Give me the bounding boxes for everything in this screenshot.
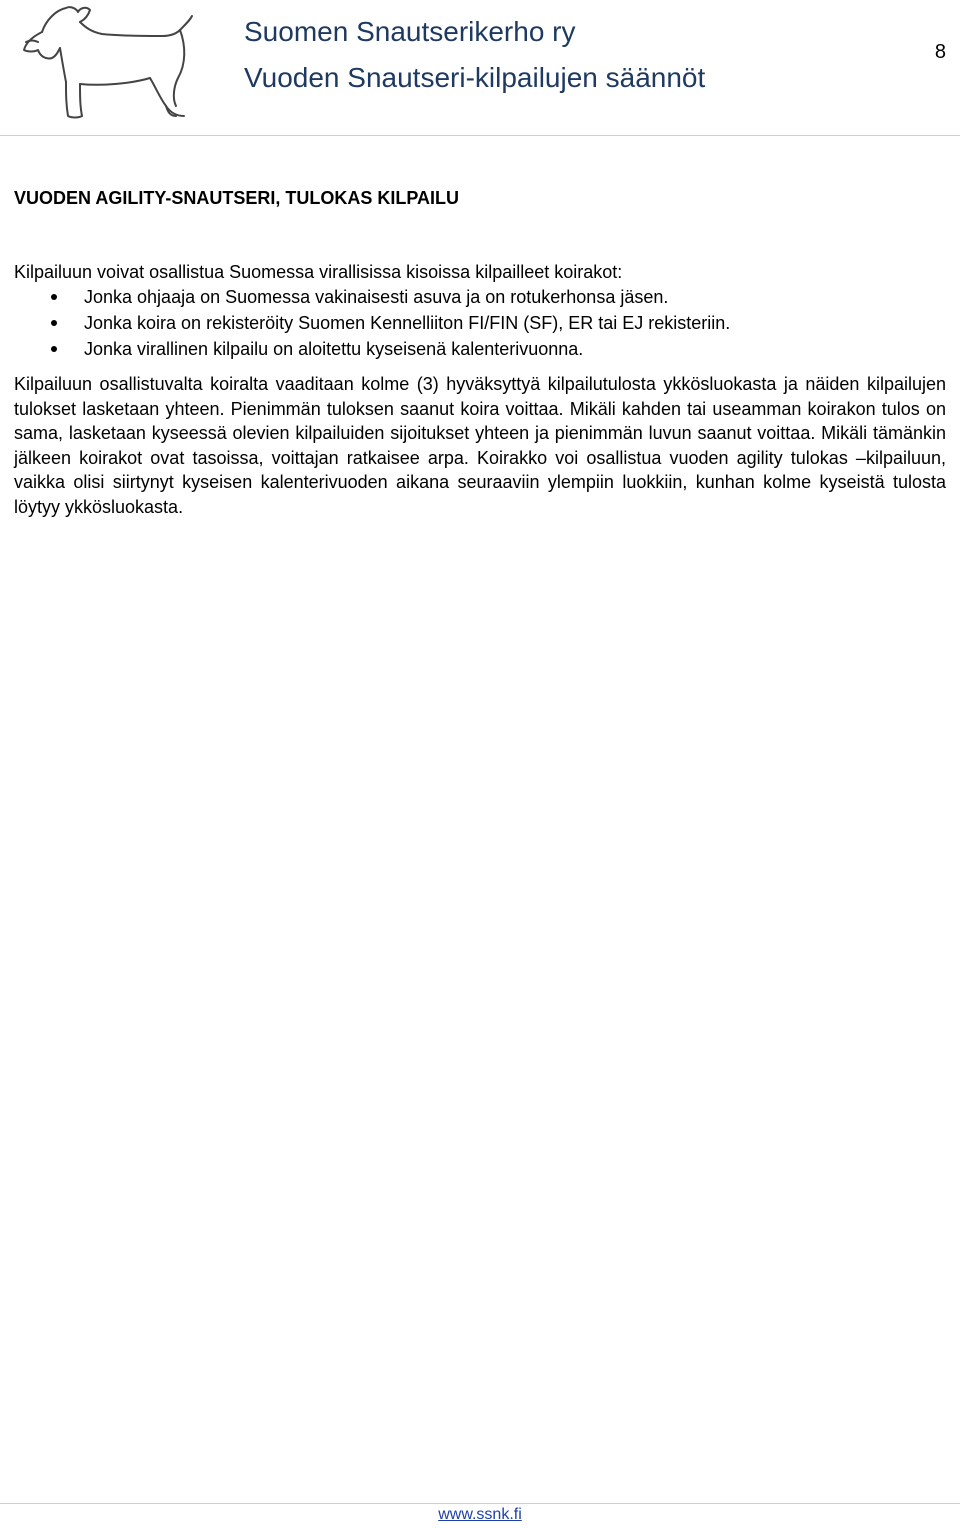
bullet-icon: [51, 346, 57, 352]
list-item-text: Jonka virallinen kilpailu on aloitettu kyseisenä kalenterivuonna.: [84, 339, 584, 359]
bullet-icon: [51, 294, 57, 300]
rules-paragraph: Kilpailuun osallistuvalta koiralta vaaditaan kolme (3) hyväksyttyä kilpailutulosta ykkösluokasta ja näiden kilpailujen tulokset lasketaan yhteen. Pienimmän tuloksen saanut koira voittaa. Mikäli kahden tai useamman koirakon tulos on sama, lasketaan kyseessä olevien kilpailuiden sijoitukset yhteen ja pienimmän luvun saanut voittaa. Mikäli tämänkin jälkeen koirakot ovat tasoissa, voittajan ratkaisee arpa. Koirakko voi osallistua vuoden agility tulokas –kilpailuun, vaikka olisi siirtynyt kyseisen kalenterivuoden aikana seuraaviin ylempiin luokkiin, kunhan kolme kyseistä tulosta löytyy ykkösluokasta.: [14, 374, 946, 517]
document-title: Vuoden Snautseri-kilpailujen säännöt: [244, 62, 706, 93]
section-heading: VUODEN AGILITY-SNAUTSERI, TULOKAS KILPAILU: [14, 188, 460, 208]
list-item: [14, 336, 946, 362]
eligibility-list: [14, 284, 946, 362]
schnauzer-dog-logo-icon: [20, 2, 198, 120]
list-item-text: Jonka ohjaaja on Suomessa vakinaisesti asuva ja on rotukerhonsa jäsen.: [84, 287, 669, 307]
website-link[interactable]: www.ssnk.fi: [438, 1506, 522, 1523]
list-item-text: Jonka koira on rekisteröity Suomen Kennelliiton FI/FIN (SF), ER tai EJ rekisteriin.: [84, 313, 731, 333]
page-header: [0, 0, 960, 136]
intro-text: Kilpailuun voivat osallistua Suomessa virallisissa kisoissa kilpailleet koirakot:: [14, 262, 623, 282]
footer-divider: [0, 1503, 960, 1504]
header-divider: [0, 135, 960, 136]
page-number: 8: [934, 41, 946, 63]
list-item: [14, 310, 946, 336]
main-content: [14, 186, 946, 519]
list-item: [14, 284, 946, 310]
bullet-icon: [51, 320, 57, 326]
organization-name: Suomen Snautserikerho ry: [244, 16, 576, 47]
